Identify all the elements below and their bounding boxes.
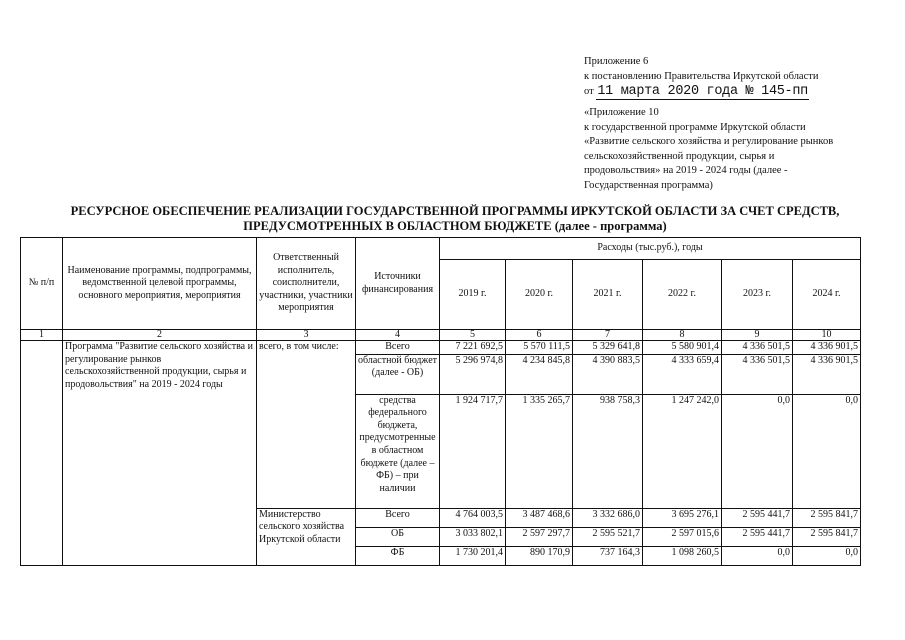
header-year: 2020 г. bbox=[506, 260, 573, 330]
column-index: 9 bbox=[722, 330, 793, 341]
column-index: 4 bbox=[356, 330, 440, 341]
column-index: 3 bbox=[257, 330, 356, 341]
value-cell: 0,0 bbox=[793, 394, 861, 508]
value-cell: 4 333 659,4 bbox=[643, 354, 722, 394]
appendix2-line-3: «Развитие сельского хозяйства и регулирование рынков bbox=[584, 136, 834, 147]
value-cell: 2 595 841,7 bbox=[793, 527, 861, 546]
source-cell: средства федерального бюджета, предусмотренные в областном бюджете (далее – ФБ) – при наличии bbox=[356, 394, 440, 508]
value-cell: 4 336 501,5 bbox=[722, 341, 793, 355]
header-year: 2019 г. bbox=[440, 260, 506, 330]
date-prefix: от bbox=[584, 86, 594, 97]
value-cell: 737 164,3 bbox=[573, 546, 643, 565]
column-index: 10 bbox=[793, 330, 861, 341]
value-cell: 3 487 468,6 bbox=[506, 508, 573, 527]
value-cell: 1 335 265,7 bbox=[506, 394, 573, 508]
value-cell: 4 336 901,5 bbox=[793, 341, 861, 355]
value-cell: 1 247 242,0 bbox=[643, 394, 722, 508]
header-row-1 bbox=[21, 238, 861, 260]
header-expenses: Расходы (тыс.руб.), годы bbox=[440, 238, 861, 260]
value-cell: 1 924 717,7 bbox=[440, 394, 506, 508]
appendix-block bbox=[584, 54, 884, 99]
value-cell: 0,0 bbox=[722, 546, 793, 565]
header-year: 2023 г. bbox=[722, 260, 793, 330]
column-index: 1 bbox=[21, 330, 63, 341]
value-cell: 3 033 802,1 bbox=[440, 527, 506, 546]
appendix-line-1: Приложение 6 bbox=[584, 56, 649, 67]
column-index: 2 bbox=[63, 330, 257, 341]
value-cell: 3 695 276,1 bbox=[643, 508, 722, 527]
header-year: 2022 г. bbox=[643, 260, 722, 330]
value-cell: 1 098 260,5 bbox=[643, 546, 722, 565]
value-cell: 5 329 641,8 bbox=[573, 341, 643, 355]
table-row bbox=[21, 341, 861, 355]
value-cell: 4 390 883,5 bbox=[573, 354, 643, 394]
value-cell: 2 597 297,7 bbox=[506, 527, 573, 546]
decree-date-number: 11 марта 2020 года № 145-пп bbox=[597, 84, 808, 99]
header-resp: Ответственный исполнитель, соисполнители, участники, участники мероприятия bbox=[257, 238, 356, 330]
source-cell: Всего bbox=[356, 508, 440, 527]
value-cell: 2 595 441,7 bbox=[722, 508, 793, 527]
resource-table bbox=[20, 237, 861, 566]
program-name-cell: Программа "Развитие сельского хозяйства и регулирование рынков сельскохозяйственной продукции, сырья и продовольствия" на 2019 - 2024 годы bbox=[63, 341, 257, 566]
column-index: 8 bbox=[643, 330, 722, 341]
appendix-date-line bbox=[584, 84, 884, 99]
source-cell: Всего bbox=[356, 341, 440, 355]
value-cell: 4 336 901,5 bbox=[793, 354, 861, 394]
appendix-line-2: к постановлению Правительства Иркутской области bbox=[584, 71, 819, 82]
value-cell: 5 570 111,5 bbox=[506, 341, 573, 355]
value-cell: 3 332 686,0 bbox=[573, 508, 643, 527]
appendix2-line-5: продовольствия» на 2019 - 2024 годы (далее - bbox=[584, 165, 788, 176]
value-cell: 4 764 003,5 bbox=[440, 508, 506, 527]
source-cell: ОБ bbox=[356, 527, 440, 546]
resp-cell-ministry: Министерство сельского хозяйства Иркутской области bbox=[257, 508, 356, 565]
value-cell: 2 597 015,6 bbox=[643, 527, 722, 546]
value-cell: 5 580 901,4 bbox=[643, 341, 722, 355]
value-cell: 4 336 501,5 bbox=[722, 354, 793, 394]
source-cell: областной бюджет (далее - ОБ) bbox=[356, 354, 440, 394]
value-cell: 7 221 692,5 bbox=[440, 341, 506, 355]
title-line-2: ПРЕДУСМОТРЕННЫХ В ОБЛАСТНОМ БЮДЖЕТЕ (далее - программа) bbox=[243, 219, 667, 233]
appendix2-block bbox=[584, 106, 834, 193]
value-cell: 2 595 841,7 bbox=[793, 508, 861, 527]
column-index: 7 bbox=[573, 330, 643, 341]
header-num: № п/п bbox=[21, 238, 63, 330]
appendix2-line-1: «Приложение 10 bbox=[584, 107, 659, 118]
value-cell: 890 170,9 bbox=[506, 546, 573, 565]
column-index: 5 bbox=[440, 330, 506, 341]
value-cell: 2 595 521,7 bbox=[573, 527, 643, 546]
title-line-1: РЕСУРСНОЕ ОБЕСПЕЧЕНИЕ РЕАЛИЗАЦИИ ГОСУДАРСТВЕННОЙ ПРОГРАММЫ ИРКУТСКОЙ ОБЛАСТИ ЗА СЧЕТ СРЕДСТВ, bbox=[70, 204, 840, 218]
document-title bbox=[20, 204, 890, 234]
value-cell: 4 234 845,8 bbox=[506, 354, 573, 394]
resp-cell-total: всего, в том числе: bbox=[257, 341, 356, 509]
source-cell: ФБ bbox=[356, 546, 440, 565]
header-name: Наименование программы, подпрограммы, ведомственной целевой программы, основного мероприятия, мероприятия bbox=[63, 238, 257, 330]
value-cell: 0,0 bbox=[722, 394, 793, 508]
header-year: 2021 г. bbox=[573, 260, 643, 330]
value-cell: 2 595 441,7 bbox=[722, 527, 793, 546]
value-cell: 1 730 201,4 bbox=[440, 546, 506, 565]
appendix2-line-6: Государственная программа) bbox=[584, 179, 713, 191]
header-source: Источники финансирования bbox=[356, 238, 440, 330]
row-number-cell bbox=[21, 341, 63, 566]
value-cell: 5 296 974,8 bbox=[440, 354, 506, 394]
column-index-row bbox=[21, 330, 861, 341]
value-cell: 0,0 bbox=[793, 546, 861, 565]
value-cell: 938 758,3 bbox=[573, 394, 643, 508]
column-index: 6 bbox=[506, 330, 573, 341]
appendix2-line-4: сельскохозяйственной продукции, сырья и bbox=[584, 150, 775, 162]
appendix2-line-2: к государственной программе Иркутской области bbox=[584, 121, 806, 133]
header-year: 2024 г. bbox=[793, 260, 861, 330]
